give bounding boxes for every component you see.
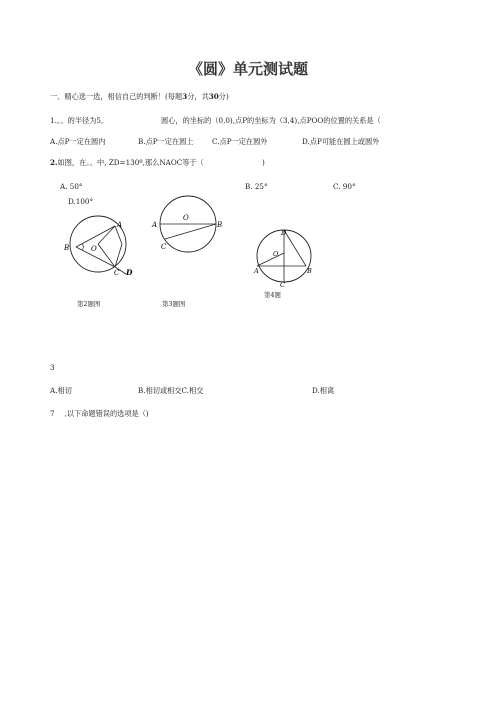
fig3-label-o: O	[183, 214, 189, 222]
q3-option-a: A.相切	[50, 386, 72, 395]
fig3-label-b: B	[217, 221, 223, 229]
fig3-label-c: C	[161, 243, 167, 251]
q3-option-bc: B.相切或相交C.相交	[138, 386, 204, 395]
fig4-label-c: C	[280, 281, 285, 288]
fig4-label-a: A	[254, 267, 259, 275]
fig2-label-c: C	[114, 269, 120, 277]
q2-option-b: B. 25°	[245, 182, 268, 191]
q1-stem-a: 1.。。的半径为5,	[50, 116, 104, 125]
figure-3-diagram	[150, 194, 230, 260]
q7-number: 7	[50, 409, 55, 418]
fig4-label-b: B	[307, 267, 312, 275]
fig2-label-d: D	[126, 268, 133, 277]
figure-3-caption: 第3题图	[162, 300, 186, 308]
q7-stem	[50, 409, 149, 419]
q1-option-b: B.点P一定在圆上	[138, 137, 194, 146]
figure-4-diagram	[250, 226, 320, 288]
fig4-label-d: D	[281, 229, 287, 237]
q2-option-a: A. 50°	[60, 182, 83, 191]
section-heading	[50, 92, 229, 102]
q7-text: ,以下命题错误的选项是（)	[64, 409, 149, 418]
figure-4-caption: 第4题	[264, 291, 281, 299]
q1-stem-b: 圆心，的坐标的（0,0),点P的坐标为（3,4),点POO的位置的关系是（	[161, 116, 381, 125]
fig3-label-a: A	[152, 221, 158, 229]
q1-option-a: A.点P一定在圆内	[50, 137, 106, 146]
section-heading-end: 分)	[218, 92, 229, 101]
fig2-label-b: B	[64, 244, 70, 252]
q2-number: 2.	[50, 158, 58, 167]
fig4-label-o: O	[273, 250, 279, 258]
fig2-label-o: O	[91, 245, 97, 253]
section-points-per-question: 3	[182, 92, 188, 101]
q1-option-c: C.点P一定在圆外	[212, 137, 268, 146]
q3-option-d: D.相离	[312, 386, 335, 395]
section-total-points: 30	[208, 92, 219, 101]
q1-option-d: D.点P可能在圆上或圆外	[302, 137, 380, 146]
page-title: 《圆》单元测试题	[188, 60, 309, 78]
figure-2-caption: 第2题图	[77, 300, 101, 308]
section-heading-mid: 分，共	[187, 92, 209, 101]
q2-option-c: C. 90°	[333, 182, 356, 191]
q2-close-paren: )	[262, 158, 265, 167]
q3-number: 3	[50, 363, 55, 372]
section-heading-text: 一、精心选一选，相信自己的判断！(每题	[50, 92, 183, 101]
q2-option-d: D.100°	[68, 197, 94, 206]
q2-text: 如图，在。。中, ZD=130º,那么NAOC等于（	[57, 158, 204, 167]
q2-stem	[50, 158, 204, 168]
fig2-label-a: A	[117, 221, 123, 229]
figure-2-diagram	[58, 214, 142, 284]
